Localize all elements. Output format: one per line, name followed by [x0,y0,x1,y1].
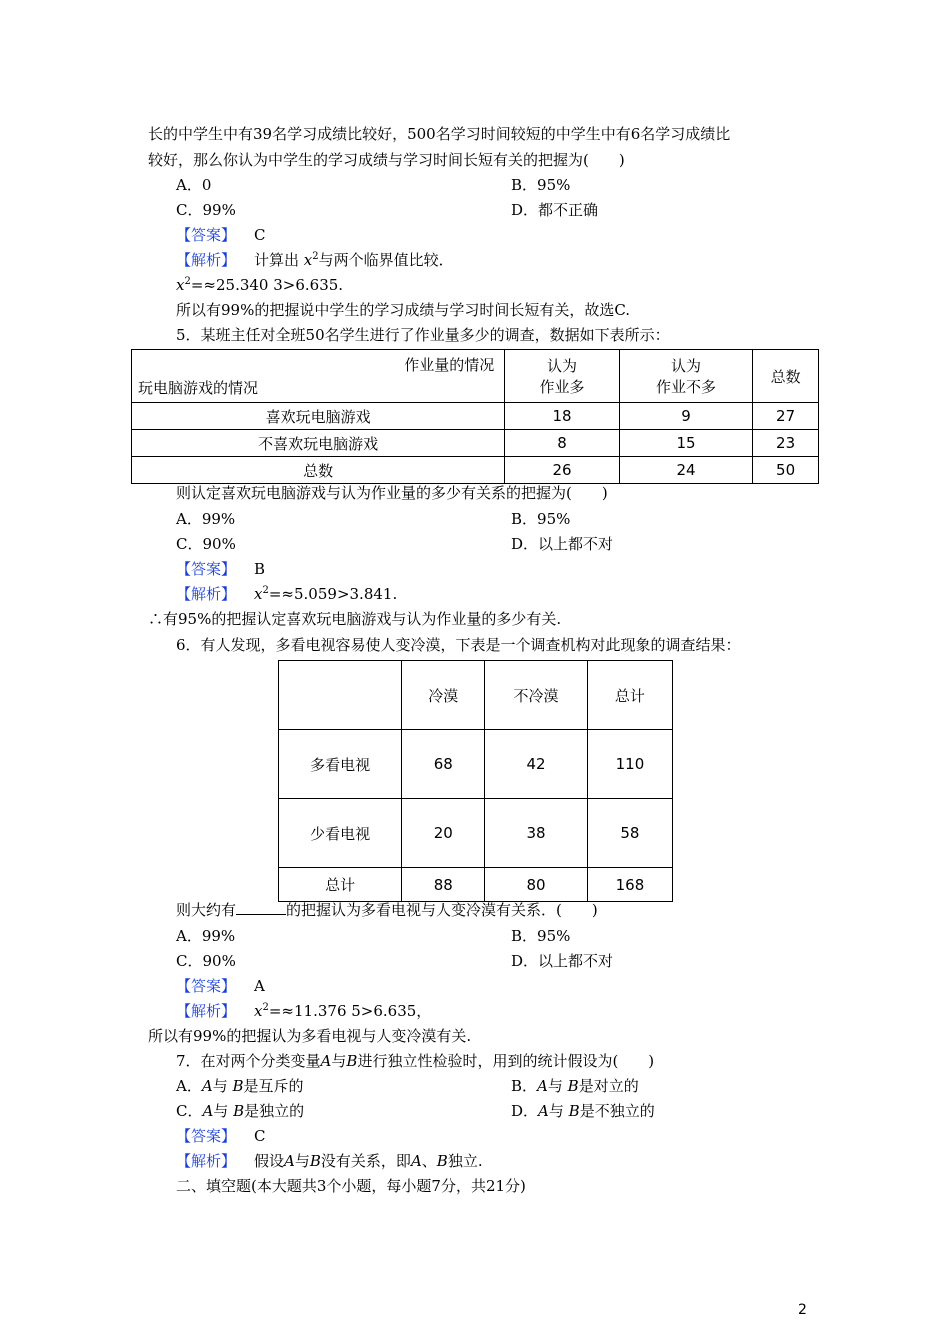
q4-option-d: D．都不正确 [511,201,599,219]
table-row: 不喜欢玩电脑游戏 8 15 23 [132,430,819,457]
fill-blank [236,900,286,915]
q4-option-a: A．0 [176,176,212,194]
q6-analysis: 【解析】 $x^2=\approx 11.376$ 5>6.635， [176,1002,432,1020]
q4-analysis: 【解析】 计算出 $x^2$与两个临界值比较． [176,251,454,269]
q4-option-b: B．95% [511,176,571,194]
table2-header-1: 冷漠 [402,661,485,730]
q6-option-c: C．90% [176,952,236,970]
table-row: 总数 26 24 50 [132,457,819,484]
q7-option-a: A．A与 B是互斥的 [176,1077,304,1095]
q7-analysis: 【解析】 假设A与B没有关系，即A、B独立. [176,1152,483,1170]
q6-stem: 6．有人发现，多看电视容易使人变冷漠，下表是一个调查机构对此现象的调查结果： [176,636,741,654]
q7-answer: 【答案】 C [176,1127,266,1145]
q4-option-c: C．99% [176,201,236,219]
q4-answer: 【答案】 C [176,226,266,244]
table-row: 少看电视 20 38 58 [279,799,673,868]
answer-tag: 【答案】 [176,226,237,244]
q6-answer: 【答案】 A [176,977,265,995]
table2-header-3: 总计 [587,661,672,730]
table-row: 多看电视 68 42 110 [279,730,673,799]
q4-conclusion: 所以有99%的把握说中学生的学习成绩与学习时间长短有关，故选C. [176,301,631,319]
q5-after: 则认定喜欢玩电脑游戏与认为作业量的多少有关系的把握为( ) [176,484,608,502]
table-row: 喜欢玩电脑游戏 18 9 27 [132,403,819,430]
table1-header-1: 认为 作业多 [505,350,620,403]
q5-stem: 5．某班主任对全班50名学生进行了作业量多少的调查，数据如下表所示： [176,326,670,344]
table2-corner-cell [279,661,402,730]
q4-stem-line1: 长的中学生中有39名学习成绩比较好，500名学习时间较短的中学生中有6名学习成绩比 [148,125,731,143]
q7-stem: 7．在对两个分类变量A与B进行独立性检验时，用到的统计假设为( ) [176,1052,655,1070]
q6-option-b: B．95% [511,927,571,945]
q7-option-d: D．A与 B是不独立的 [511,1102,655,1120]
table1-header-2: 认为 作业不多 [619,350,752,403]
q6-conclusion: 所以有99%的把握认为多看电视与人变冷漠有关. [148,1027,472,1045]
table2-header-2: 不冷漠 [485,661,588,730]
q5-option-c: C．90% [176,535,236,553]
q6-option-d: D．以上都不对 [511,952,614,970]
analysis-tag: 【解析】 [176,251,237,269]
q5-option-a: A．99% [176,510,236,528]
q5-option-b: B．95% [511,510,571,528]
table1-header-3: 总数 [753,350,819,403]
q4-stem-line2: 较好，那么你认为中学生的学习成绩与学习时间长短有关的把握为( ) [148,151,625,169]
q6-after: 则大约有 的把握认为多看电视与人变冷漠有关系．( ) [176,901,598,919]
q4-calc: $x^2=\approx 25.340$ 3>6.635. [176,276,344,294]
q5-answer: 【答案】 B [176,560,266,578]
q7-option-c: C．A与 B是独立的 [176,1102,305,1120]
homework-survey-table [131,349,819,484]
table1-corner-cell: 作业量的情况 玩电脑游戏的情况 [132,350,505,403]
q5-option-d: D．以上都不对 [511,535,614,553]
q6-option-a: A．99% [176,927,236,945]
page-number: 2 [798,1302,807,1318]
q7-option-b: B．A与 B是对立的 [511,1077,639,1095]
q5-analysis: 【解析】 $x^2=\approx 5.059>3.841$. [176,585,398,603]
tv-survey-table [278,660,673,902]
section-2-heading: 二、填空题(本大题共3个小题，每小题7分，共21分) [176,1177,526,1195]
table-row: 总计 88 80 168 [279,868,673,902]
q5-conclusion: ∴有95%的把握认定喜欢玩电脑游戏与认为作业量的多少有关. [148,610,562,628]
